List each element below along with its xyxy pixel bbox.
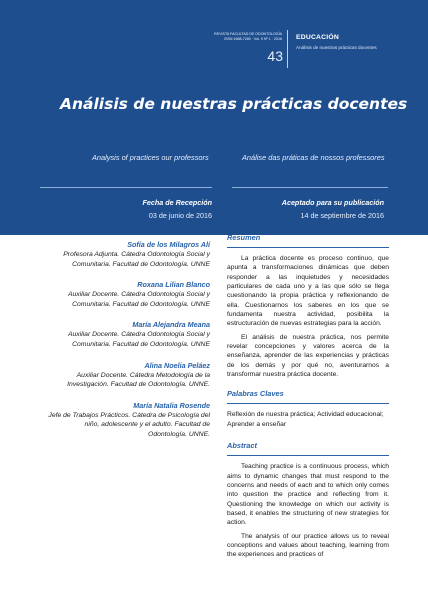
accepted-label: Aceptado para su publicación — [281, 198, 384, 207]
title-english: Analysis of practices our professors — [92, 153, 209, 162]
author-entry — [48, 279, 210, 309]
received-label: Fecha de Recepción — [142, 198, 212, 207]
author-entry — [48, 239, 210, 269]
received-date: 03 de junio de 2016 — [148, 211, 212, 220]
journal-header-line: ISSN 1668-7280 · Vol. 9 Nº 1 · 2016 — [224, 37, 282, 41]
journal-header — [196, 32, 282, 42]
resumen-paragraph: La práctica docente es proceso continuo, que apunta a transformaciones dinámicas que deben responder a las inquietudes y necesidades particulares de cada uno y a las que sólo se llega cuestionando la propia práctica y reflexionando de ella. Cuestionarnos los saberes en los que se fundamenta nuestra actividad, posibilita la estructuración de nuevas estrategias para la acción. — [227, 255, 389, 328]
keywords-heading: Palabras Claves — [227, 389, 284, 399]
keywords-rule — [227, 403, 389, 404]
header-divider — [287, 30, 288, 68]
abstract-paragraph: Teaching practice is a continuous process, which aims to dynamic changes that must respond to the concerns and needs of each and to which only comes into question the practice and reflecting from it. Questioning the knowledge on which our activity is based, it enables the structuring of new strategies for action. — [227, 463, 389, 527]
journal-header-line: REVISTA FACULTAD DE ODONTOLOGÍA — [214, 32, 282, 36]
resumen-paragraph: El análisis de nuestra práctica, nos permite revelar concepciones y valores acerca de la enseñanza, aprender de las experiencias y prácticas de los demás y por qué no, aventurarnos a transformar nuestra práctica docente. — [227, 333, 389, 379]
author-entry — [48, 360, 210, 390]
accepted-date: 14 de septiembre de 2016 — [300, 211, 384, 220]
divider-left — [40, 187, 212, 188]
section-name: EDUCACIÓN — [296, 34, 339, 41]
author-affiliation: Auxiliar Docente. Cátedra Odontología Social y Comunitaria. Facultad de Odontología. UNNE — [67, 331, 210, 348]
resumen-heading: Resumen — [227, 233, 261, 242]
abstract-rule — [227, 455, 389, 456]
abstract-column — [227, 233, 389, 564]
issue-number: 43 — [267, 48, 283, 64]
author-name: María Alejandra Meana — [132, 320, 210, 330]
abstract-paragraph: The analysis of our practice allows us to reveal conceptions and values about teaching, learning from the experiences and practices of — [227, 532, 389, 559]
keywords-text: Reflexión de nuestra práctica; Actividad educacional; Aprender a enseñar — [227, 411, 384, 428]
author-name: Sofía de los Milagros Alí — [127, 240, 210, 249]
author-entry — [48, 400, 210, 440]
author-list — [48, 239, 210, 450]
author-affiliation: Auxiliar Docente. Cátedra Odontología Social y Comunitaria. Facultad de Odontología. UNNE — [67, 291, 210, 308]
article-title: Análisis de nuestras prácticas docentes — [60, 95, 408, 113]
author-affiliation: Jefe de Trabajos Prácticos. Cátedra de Psicología del niño, adolescente y el adulto. Facultad de Odontología. UNNE. — [48, 411, 210, 438]
author-affiliation: Profesora Adjunta. Cátedra Odontología Social y Comunitaria. Facultad de Odontología. UNNE — [63, 251, 210, 268]
author-entry — [48, 319, 210, 349]
author-name: Alina Noelia Peláez — [144, 360, 210, 370]
section-subtitle: Análisis de nuestras prácticas docentes — [296, 45, 377, 50]
abstract-heading: Abstract — [227, 441, 257, 451]
author-name: Roxana Lilian Blanco — [137, 280, 210, 290]
resumen-rule — [227, 247, 389, 248]
title-portuguese: Análise das práticas de nossos professores — [242, 153, 385, 162]
author-affiliation: Auxiliar Docente. Cátedra Metodología de la Investigación. Facultad de Odontología. UNNE. — [67, 371, 210, 389]
divider-right — [232, 187, 388, 188]
author-name: María Natalia Rosende — [133, 400, 210, 410]
